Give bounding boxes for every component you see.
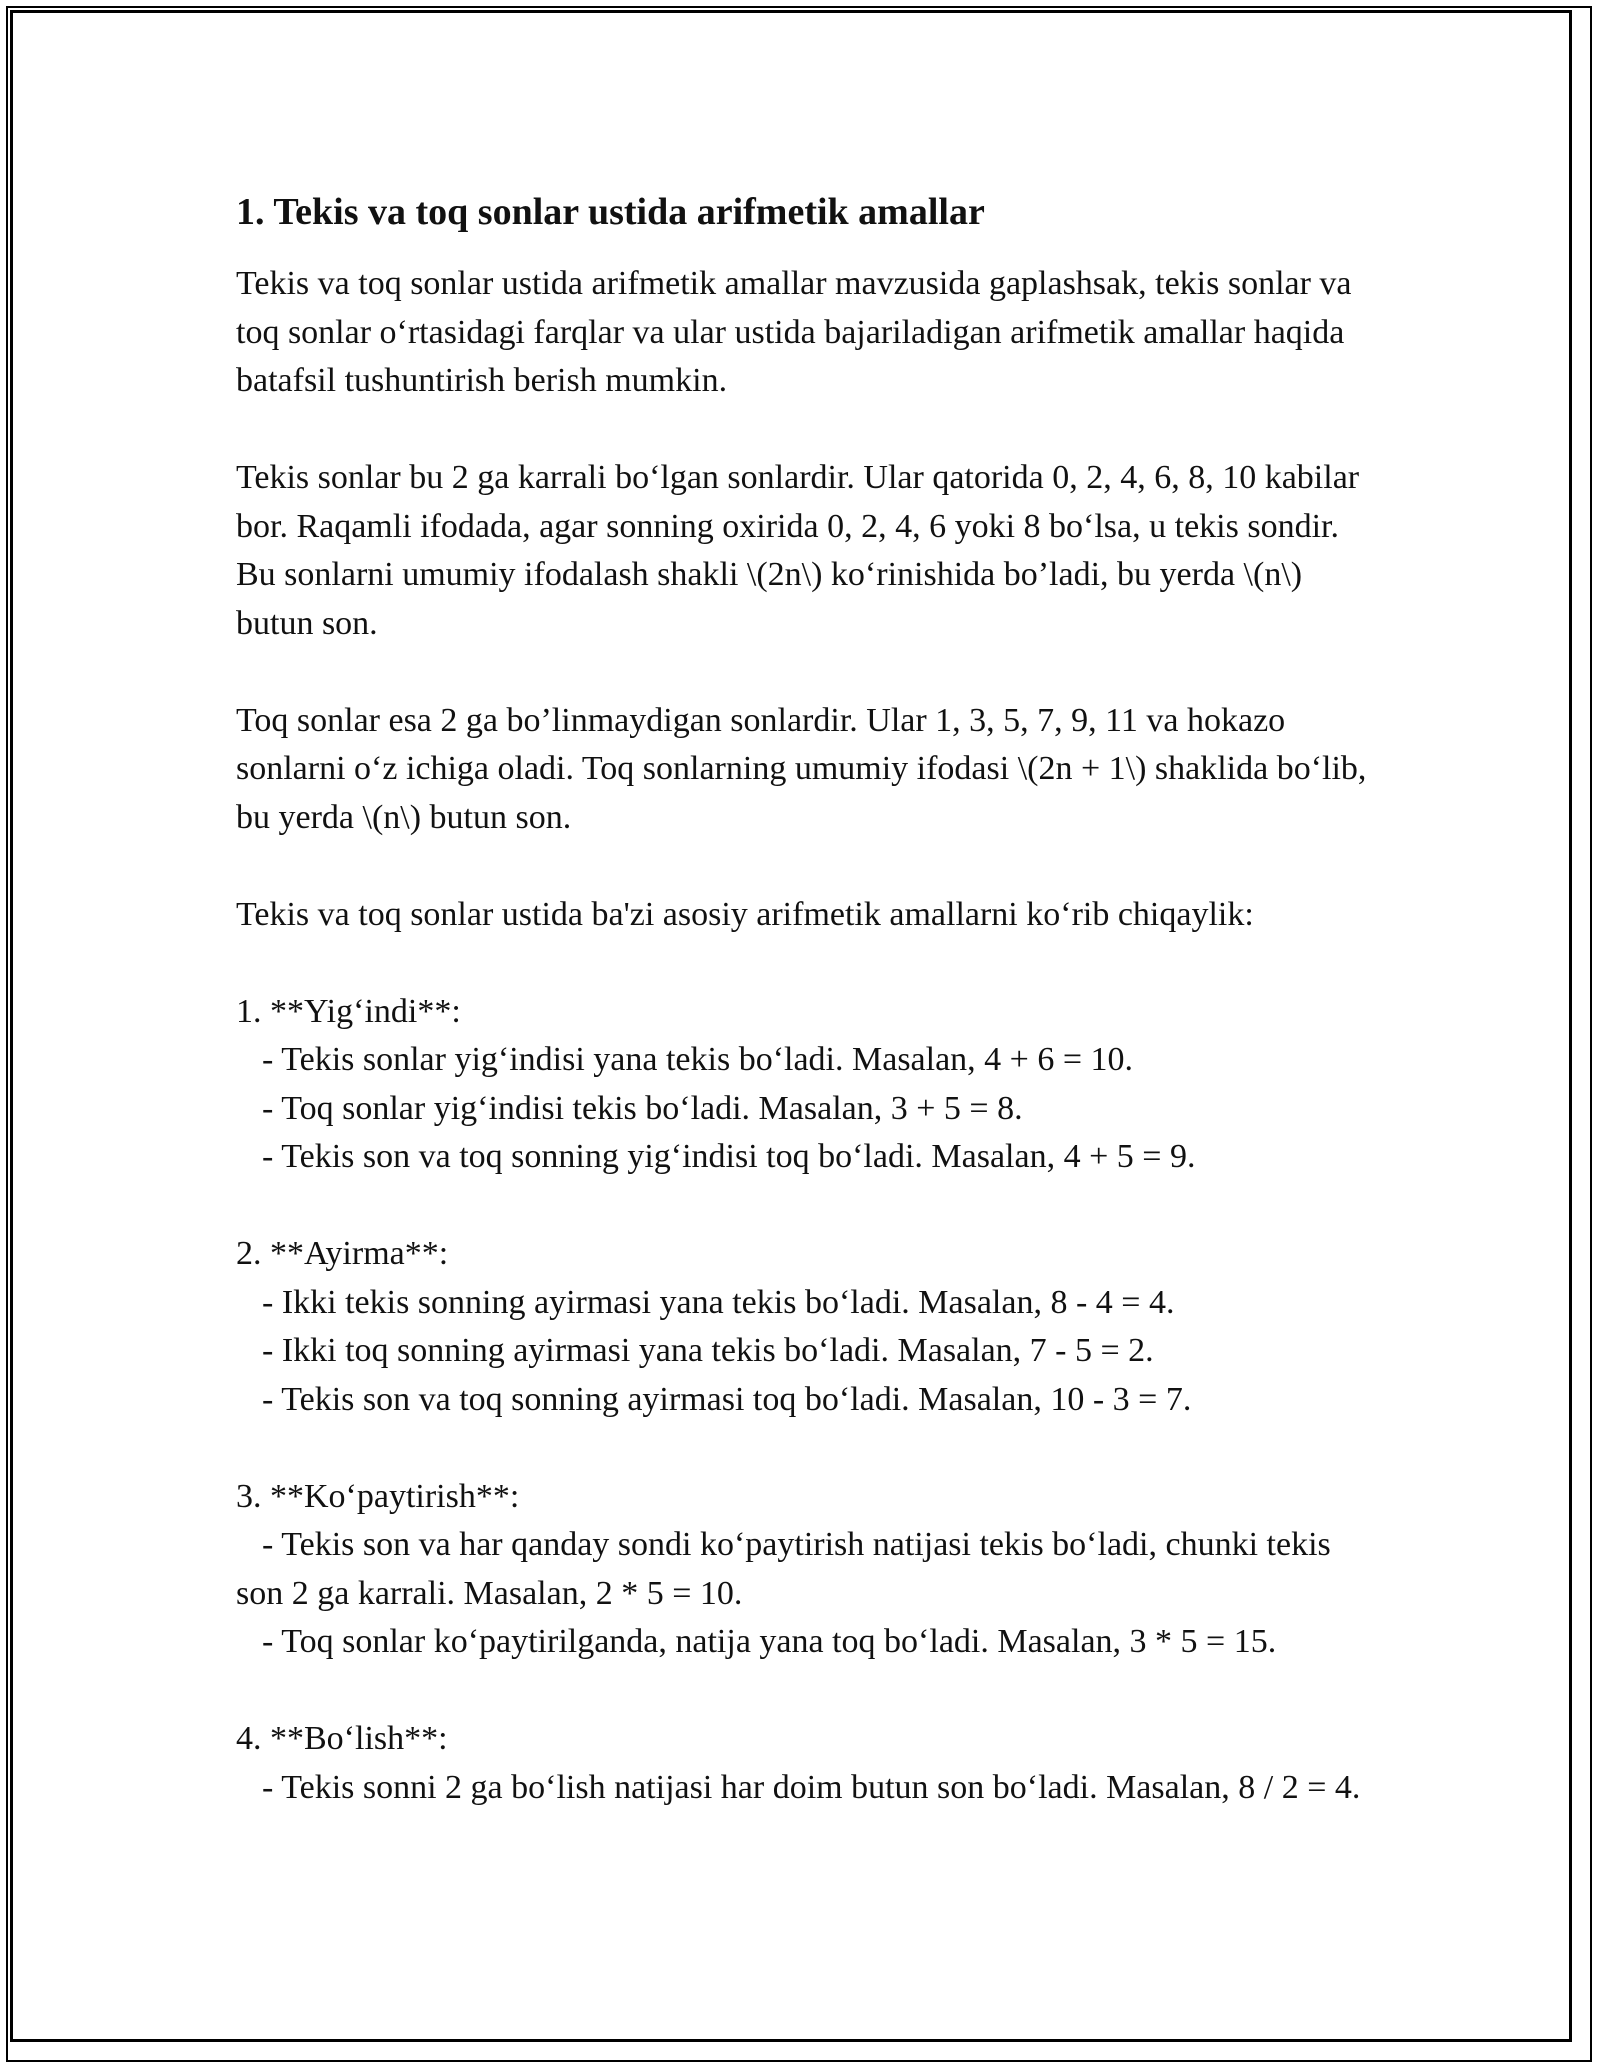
section-sum [236,988,1376,1182]
list-item: - Tekis sonni 2 ga bo‘lish natijasi har doim butun son bo‘ladi. Masalan, 8 / 2 = 4. [262,1768,1361,1806]
document-body [236,184,1376,1861]
section-heading: 3. **Ko‘paytirish**: [236,1477,520,1515]
list-item: - Ikki tekis sonning ayirmasi yana tekis bo‘ladi. Masalan, 8 - 4 = 4. [262,1283,1175,1321]
section-division [236,1715,1376,1812]
even-numbers-paragraph: Tekis sonlar bu 2 ga karrali bo‘lgan sonlardir. Ular qatorida 0, 2, 4, 6, 8, 10 kabilar bor. Raqamli ifodada, agar sonning oxirida 0, 2, 4, 6 yoki 8 bo‘lsa, u tekis sondir. Bu sonlarni umumiy ifodalash shakli \(2n\) ko‘rinishida bo’ladi, bu yerda \(n\) butun son. [236,459,1368,642]
list-item: - Tekis son va toq sonning yig‘indisi toq bo‘ladi. Masalan, 4 + 5 = 9. [262,1138,1196,1175]
section-heading: 4. **Bo‘lish**: [236,1720,448,1757]
list-item: - Ikki toq sonning ayirmasi yana tekis bo‘ladi. Masalan, 7 - 5 = 2. [262,1332,1154,1369]
list-item: - Tekis sonlar yig‘indisi yana tekis bo‘ladi. Masalan, 4 + 6 = 10. [262,1041,1134,1078]
operations-intro-paragraph: Tekis va toq sonlar ustida ba'zi asosiy arifmetik amallarni ko‘rib chiqaylik: [236,895,1254,933]
intro-paragraph: Tekis va toq sonlar ustida arifmetik amallar mavzusida gaplashsak, tekis sonlar va toq sonlar o‘rtasidagi farqlar va ular ustida bajariladigan arifmetik amallar haqida batafsil tushuntirish berish mumkin. [236,265,1361,399]
odd-numbers-paragraph: Toq sonlar esa 2 ga bo’linmaydigan sonlardir. Ular 1, 3, 5, 7, 9, 11 va hokazo sonlarni o‘z ichiga oladi. Toq sonlarning umumiy ifodasi \(2n + 1\) shaklida bo‘lib, bu yerda \(n\) butun son. [236,701,1375,836]
section-multiplication [236,1473,1376,1667]
section-difference [236,1230,1376,1424]
list-item: - Toq sonlar ko‘paytirilganda, natija yana toq bo‘ladi. Masalan, 3 * 5 = 15. [262,1623,1277,1660]
list-item: - Toq sonlar yig‘indisi tekis bo‘ladi. Masalan, 3 + 5 = 8. [262,1089,1023,1127]
section-heading: 2. **Ayirma**: [236,1235,449,1272]
list-item: - Tekis son va toq sonning ayirmasi toq bo‘ladi. Masalan, 10 - 3 = 7. [262,1380,1192,1418]
list-item: - Tekis son va har qanday sondi ko‘paytirish natijasi tekis bo‘ladi, chunki tekis son 2 ga karrali. Masalan, 2 * 5 = 10. [236,1526,1340,1612]
section-heading: 1. **Yig‘indi**: [236,992,461,1030]
document-title: 1. Tekis va toq sonlar ustida arifmetik amallar [236,191,985,233]
